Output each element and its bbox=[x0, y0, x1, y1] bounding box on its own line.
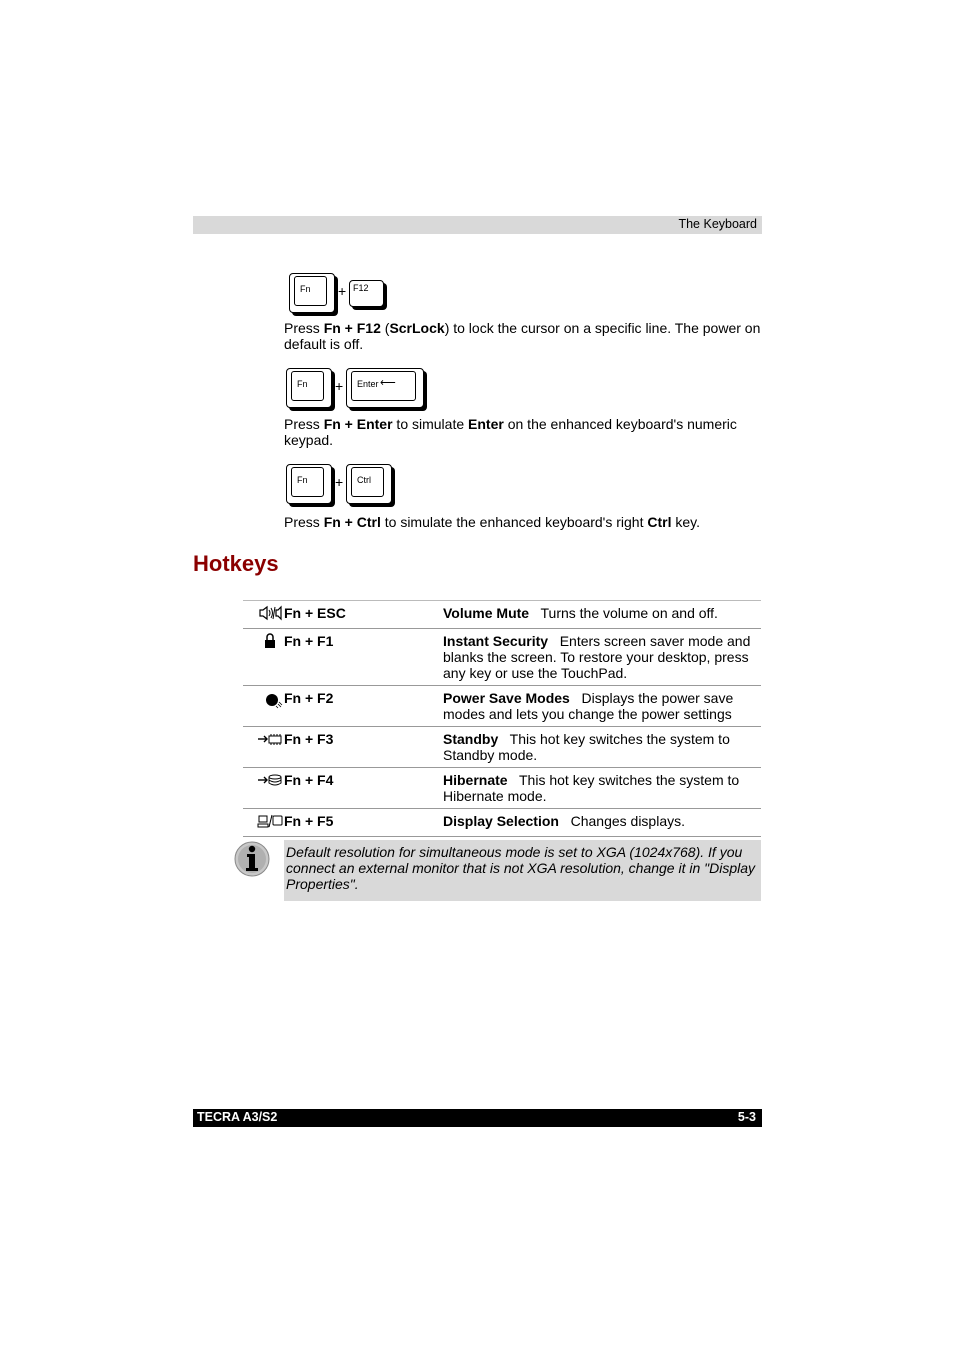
enter-arrow-icon: ⟵ bbox=[380, 377, 396, 389]
key-ctrl: Ctrl bbox=[346, 464, 392, 504]
plus-sign: + bbox=[338, 283, 347, 299]
speaker-mute-icon bbox=[256, 605, 284, 621]
note-text: Default resolution for simultaneous mode is set to XGA (1024x768). If you connect an external monitor that is not XGA resolution, change it in "Display Properties". bbox=[286, 844, 756, 892]
key-combo-fn-f12 bbox=[285, 273, 395, 317]
hotkeys-table bbox=[243, 600, 761, 837]
key-combo-fn-enter bbox=[285, 368, 430, 412]
table-row: Fn + F4 Hibernate This hot key switches the system to Hibernate mode. bbox=[243, 768, 761, 809]
plus-sign: + bbox=[335, 474, 344, 490]
display-selection-icon bbox=[256, 813, 284, 829]
key-fn: Fn bbox=[289, 273, 335, 313]
page-number: 5-3 bbox=[737, 1110, 756, 1124]
page-header bbox=[193, 216, 762, 234]
table-row: Fn + F1 Instant Security Enters screen saver mode and blanks the screen. To restore your desktop, press any key or use the TouchPad. bbox=[243, 629, 761, 686]
lock-icon bbox=[256, 633, 284, 649]
note-box bbox=[284, 840, 761, 901]
standby-icon bbox=[256, 731, 284, 747]
key-fn: Fn bbox=[286, 464, 332, 504]
key-f12: F12 bbox=[349, 280, 384, 307]
key-enter: Enter ⟵ bbox=[346, 368, 424, 408]
power-save-icon bbox=[256, 690, 284, 710]
plus-sign: + bbox=[335, 378, 344, 394]
footer-product: TECRA A3/S2 bbox=[197, 1110, 278, 1124]
key-combo-fn-ctrl bbox=[285, 464, 400, 508]
section-title: Hotkeys bbox=[193, 551, 279, 576]
table-row: Fn + F3 Standby This hot key switches the system to Standby mode. bbox=[243, 727, 761, 768]
table-row: Fn + F2 Power Save Modes Displays the power save modes and lets you change the power settings bbox=[243, 686, 761, 727]
info-icon bbox=[234, 840, 270, 878]
combo-description-1: Press Fn + F12 (ScrLock) to lock the cursor on a specific line. The power on default is off. bbox=[284, 320, 761, 352]
combo-description-3: Press Fn + Ctrl to simulate the enhanced keyboard's right Ctrl key. bbox=[284, 514, 701, 530]
combo-description-2: Press Fn + Enter to simulate Enter on the enhanced keyboard's numeric keypad. bbox=[284, 416, 737, 448]
table-row: Fn + ESC Volume Mute Turns the volume on and off. bbox=[243, 601, 761, 629]
header-title: The Keyboard bbox=[678, 217, 757, 231]
table-row: Fn + F5 Display Selection Changes displays. bbox=[243, 809, 761, 837]
key-fn: Fn bbox=[286, 368, 332, 408]
page-footer bbox=[193, 1109, 762, 1127]
hibernate-icon bbox=[256, 772, 284, 788]
